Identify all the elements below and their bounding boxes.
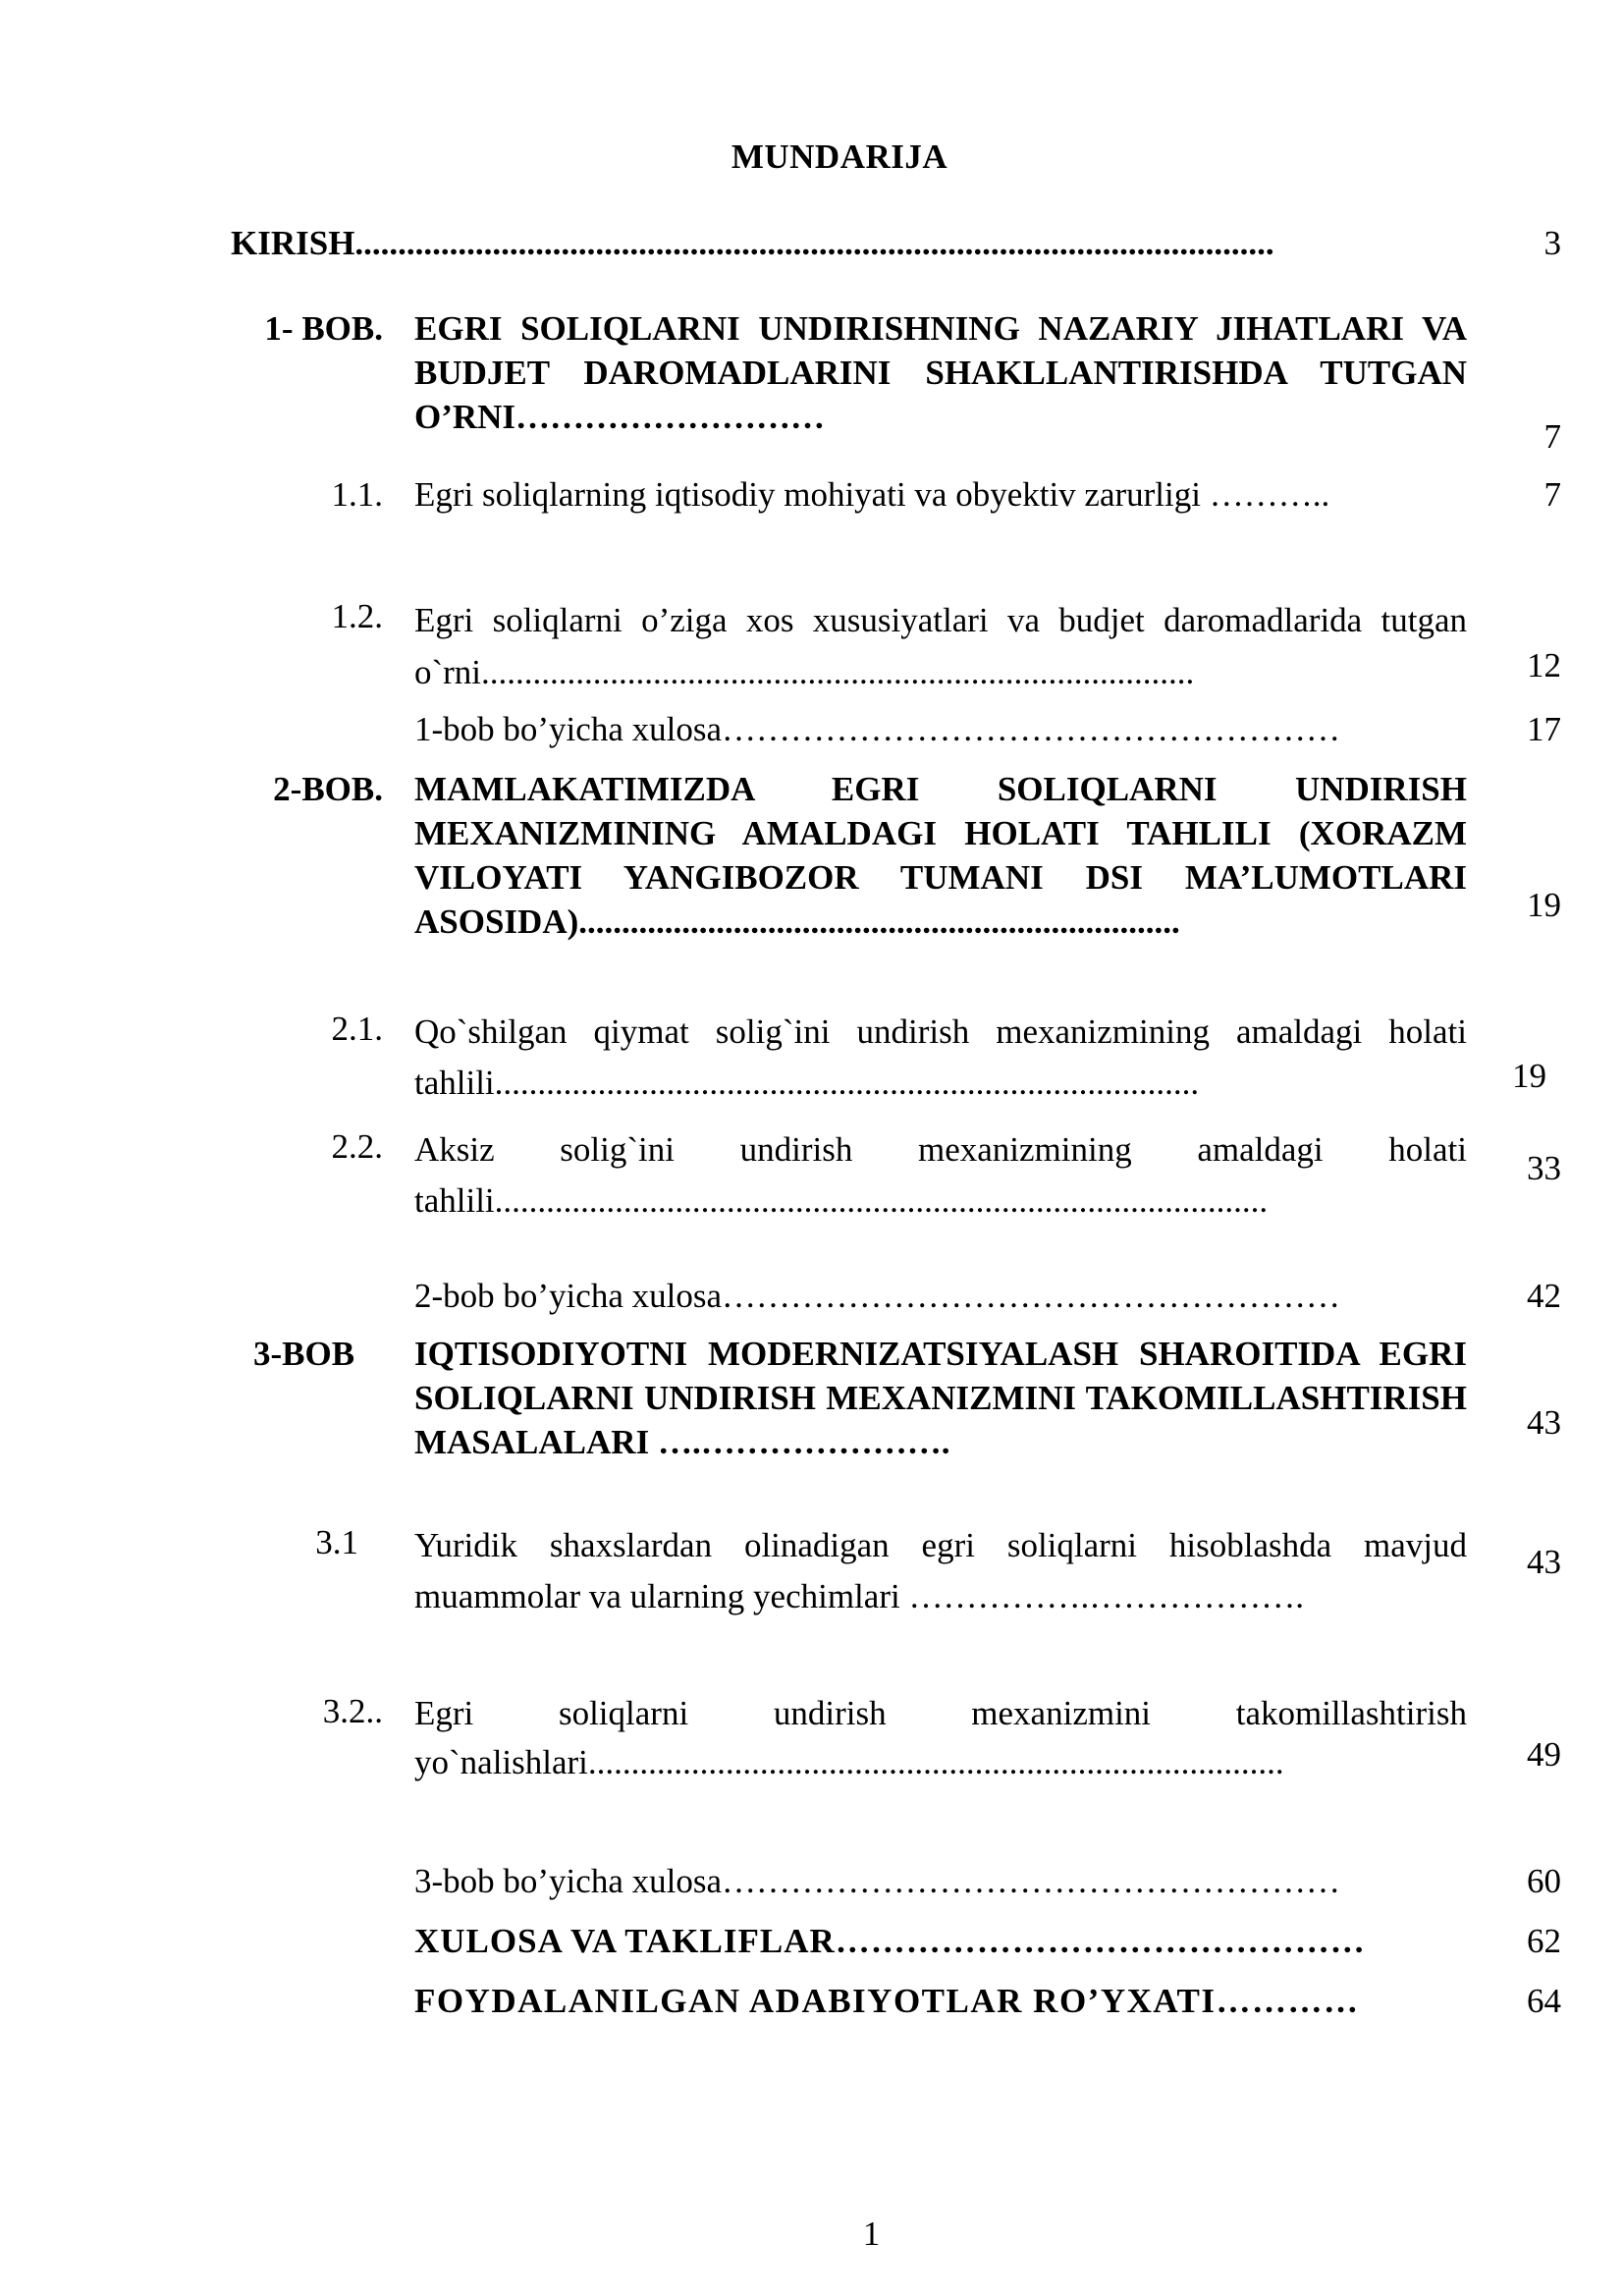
toc-section-number: 2.1.	[331, 1010, 383, 1048]
toc-entry-title: 1-bob bo’yicha xulosa………………………………………………	[414, 710, 1340, 748]
toc-page-number: 17	[1527, 710, 1561, 748]
toc-entry-title: Aksiz solig`ini undirish mexanizmining amaldagi holati tahlili..........................................................................................	[414, 1130, 1467, 1220]
page-number: 1	[862, 2214, 881, 2253]
toc-section-number: 3.2..	[322, 1692, 383, 1730]
toc-chapter-number: 1- BOB.	[264, 309, 383, 348]
toc-section-number: 1.2.	[331, 597, 383, 635]
toc-chapter-number: 2-BOB.	[273, 770, 383, 808]
toc-entry-title: Egri soliqlarni undirish mexanizmini takomillashtirish yo`nalishlari.................................................................................	[414, 1694, 1467, 1781]
toc-page-number: 43	[1527, 1403, 1561, 1442]
toc-entry-title: Qo`shilgan qiymat solig`ini undirish mexanizmining amaldagi holati tahlili..................................................................................	[414, 1012, 1467, 1102]
toc-entry-title: IQTISODIYOTNI MODERNIZATSIYALASH SHAROITIDA EGRI SOLIQLARNI UNDIRISH MEXANIZMINI TAKOMILLASHTIRISH MASALALARI ….………………….	[414, 1335, 1467, 1461]
toc-page-number: 7	[1543, 417, 1561, 456]
toc-chapter-number: 3-BOB	[253, 1335, 355, 1373]
toc-entry-title: 3-bob bo’yicha xulosa………………………………………………	[414, 1862, 1340, 1900]
toc-page-number: 33	[1527, 1149, 1561, 1187]
toc-entry-title: 2-bob bo’yicha xulosa………………………………………………	[414, 1277, 1340, 1315]
toc-entry-title: XULOSA VA TAKLIFLAR………………………………………	[414, 1922, 1366, 1960]
toc-entry-title: Yuridik shaxslardan olinadigan egri soliqlarni hisoblashda mavjud muammolar va ularning yechimlari …………….……………….	[414, 1526, 1467, 1615]
toc-entry-title: MAMLAKATIMIZDA EGRI SOLIQLARNI UNDIRISH MEXANIZMINING AMALDAGI HOLATI TAHLILI (XORAZM VILOYATI YANGIBOZOR TUMANI DSI MA’LUMOTLARI ASOSIDA)......................................................................	[414, 770, 1467, 941]
toc-page-number: 62	[1527, 1922, 1561, 1960]
toc-page-number: 60	[1527, 1862, 1561, 1900]
toc-entry-title: KIRISH...........................................................................................................	[231, 224, 1274, 262]
toc-section-number: 1.1.	[331, 475, 383, 514]
toc-page-number: 43	[1527, 1543, 1561, 1581]
toc-page-number: 42	[1527, 1277, 1561, 1315]
toc-page-number: 19	[1512, 1057, 1546, 1095]
toc-entry-title: FOYDALANILGAN ADABIYOTLAR RO’YXATI…………	[414, 1982, 1360, 2020]
toc-page-number: 19	[1527, 886, 1561, 924]
toc-page-number: 64	[1527, 1982, 1561, 2020]
toc-page-number: 7	[1543, 475, 1561, 514]
toc-section-number: 3.1	[315, 1523, 358, 1561]
toc-page-number: 49	[1527, 1735, 1561, 1774]
toc-entry-title: EGRI SOLIQLARNI UNDIRISHNING NAZARIY JIHATLARI VA BUDJET DAROMADLARINI SHAKLLANTIRISHDA TUTGAN O’RNI………………………	[414, 309, 1467, 436]
toc-title: MUNDARIJA	[731, 137, 948, 176]
toc-section-number: 2.2.	[331, 1127, 383, 1166]
toc-page-number: 3	[1543, 224, 1561, 262]
toc-entry-title: Egri soliqlarning iqtisodiy mohiyati va obyektiv zarurligi ………..	[414, 475, 1330, 514]
toc-entry-title: Egri soliqlarni o’ziga xos xususiyatlari va budjet daromadlarida tutgan o`rni...................................................................................	[414, 601, 1467, 691]
toc-page-number: 12	[1527, 646, 1561, 684]
